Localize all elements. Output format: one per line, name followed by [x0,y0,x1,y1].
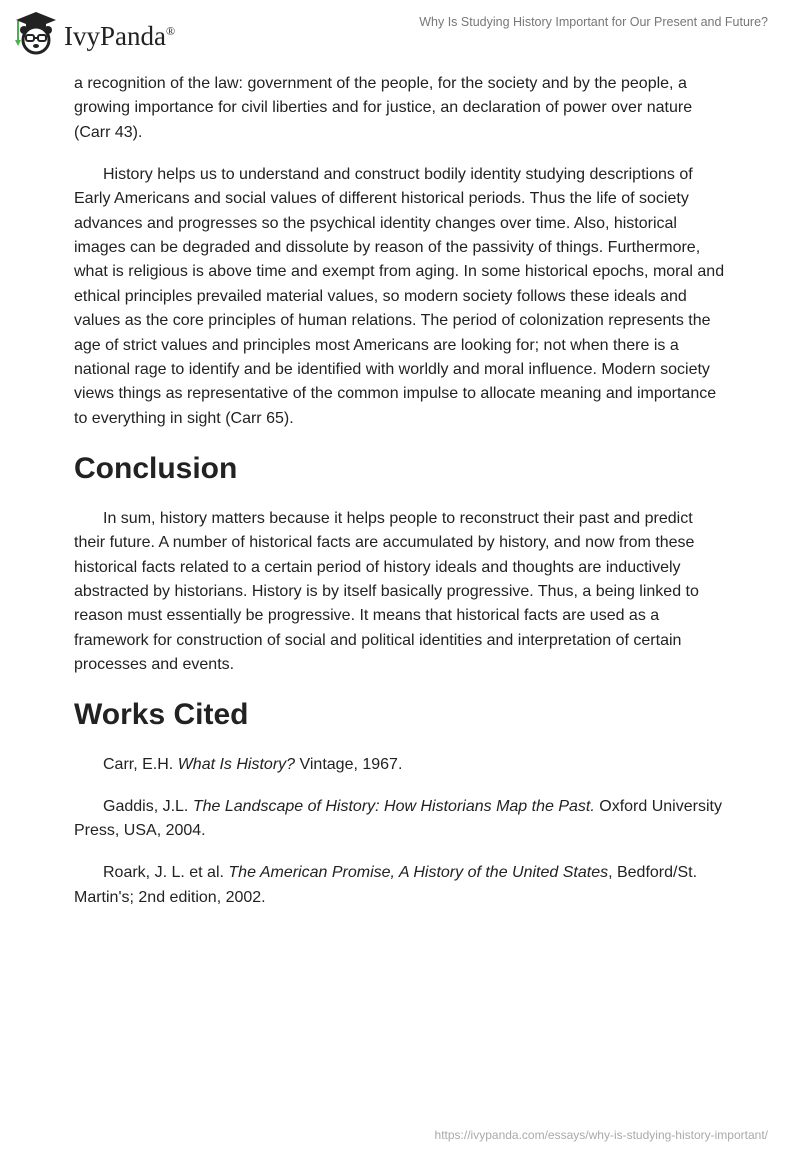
paragraph: In sum, history matters because it helps people to reconstruct their past and predict their future. A number of historical facts are accumulated by history, and now from these historical facts related to a certain period of history ideals and thoughts are inductively abstracted by historians. History is by itself basically progressive. Thus, a being linked to reason must essentially be progressive. It means that historical facts are used as a framework for construction of social and political identities and interpretation of certain processes and events. [74,509,699,674]
paragraph: a recognition of the law: government of the people, for the society and by the people, a growing importance for civil liberties and for justice, an declaration of power over nature (Carr 43). [74,75,693,141]
document-title: Why Is Studying History Important for Our Present and Future? [419,15,768,29]
citation: Carr, E.H. What Is History? Vintage, 1967. [103,756,403,774]
ivypanda-logo[interactable] [12,8,175,56]
citation: Gaddis, J.L. The Landscape of History: How Historians Map the Past. Oxford University Press, USA, 2004. [74,797,722,840]
citation: Roark, J. L. et al. The American Promise, A History of the United States, Bedford/St. Martin's; 2nd edition, 2002. [74,864,698,906]
section-heading-conclusion: Conclusion [74,451,238,485]
page-url[interactable]: https://ivypanda.com/essays/why-is-studying-history-important/ [434,1128,768,1142]
paragraph: History helps us to understand and construct bodily identity studying descriptions of Early Americans and social values of different historical periods. Thus the life of society advances and progresses so the psychical identity changes over time. Also, historical images can be degraded and dissolute by reason of the passivity of things. Furthermore, what is religious is above time and exempt from aging. In some historical epochs, moral and ethical principles prevailed material values, so modern society follows these ideals and values as the core principles of human relations. The period of colonization represents the age of strict values and principles most Americans are looking for; not when there is a national rage to identify and be identified with worldly and moral influence. Modern society views things as representative of the common impulse to allocate meaning and importance to everything in sight (Carr 65). [74,165,725,427]
panda-graduate-icon [12,8,60,56]
section-heading-works-cited: Works Cited [74,698,249,732]
logo-text: IvyPanda® [64,20,176,51]
page-header [0,0,800,60]
essay-content [74,72,728,928]
